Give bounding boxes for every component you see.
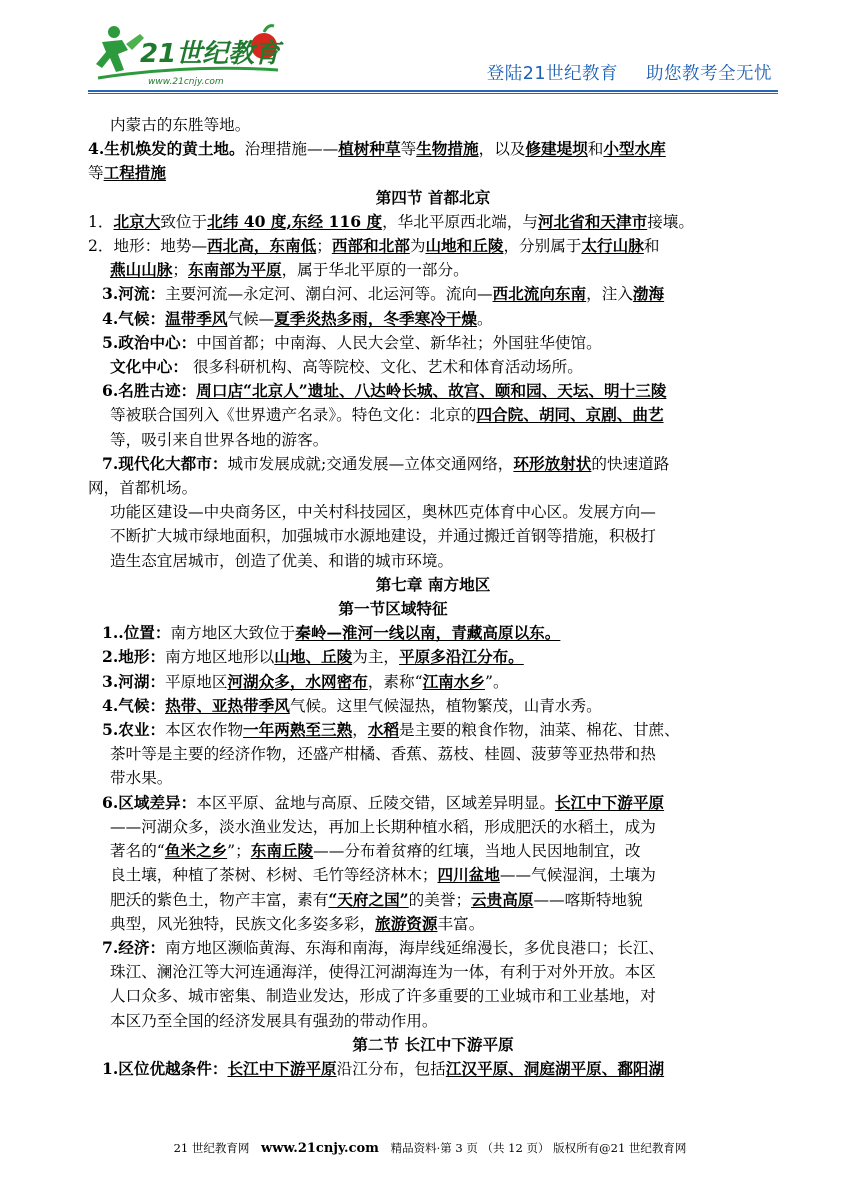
text-run: ，以及 xyxy=(478,140,526,159)
text-run: 肥沃的紫色土，物产丰富，素有 xyxy=(110,890,329,909)
key-term: 旅游资源 xyxy=(375,913,438,933)
key-term: 河湖众多，水网密布 xyxy=(227,671,368,691)
text-run: 第二节 长江中下游平原 xyxy=(352,1034,514,1054)
text-run: 7.现代化大都市： xyxy=(102,453,228,473)
text-run: 致位于 xyxy=(160,212,208,231)
text-run: ； xyxy=(316,237,332,256)
text-run: 造生态宜居城市，创造了优美、和谐的城市环境。 xyxy=(110,551,454,570)
text-run: 本区乃至全国的经济发展具有强劲的带动作用。 xyxy=(110,1011,438,1030)
key-term: 温带季风 xyxy=(165,308,228,328)
text-run: 为主， xyxy=(352,648,400,667)
text-run: 3.河流： xyxy=(102,284,166,304)
logo-21cnjy xyxy=(88,20,288,88)
text-run: ，分别属于 xyxy=(503,237,582,256)
text-run: 南方地区大致位于 xyxy=(170,624,296,643)
section-heading xyxy=(88,573,778,597)
key-term: 工程措施 xyxy=(103,163,166,183)
section-heading xyxy=(88,186,778,210)
text-run: 4.气候： xyxy=(102,695,166,715)
text-run: 主要河流—永定河、潮白河、北运河等。流向— xyxy=(165,285,493,304)
text-line xyxy=(88,500,778,524)
text-line xyxy=(88,1057,778,1081)
logo-url: www.21cnjy.com xyxy=(148,77,224,87)
key-term: 太行山脉 xyxy=(581,236,644,256)
text-run: 南方地区濒临黄海、东海和南海，海岸线延绵漫长，多优良港口；长江、 xyxy=(165,938,665,957)
text-run: 网，首都机场。 xyxy=(88,479,198,498)
key-term: 北京大 xyxy=(113,211,161,231)
text-run: ，属于华北平原的一部分。 xyxy=(281,261,469,280)
text-run: 著名的“ xyxy=(110,842,165,861)
key-term: 周口店“北京人”遗址、八达岭长城、故宫、颐和园、天坛、明十三陵 xyxy=(196,381,667,401)
key-term: 西北流向东南 xyxy=(492,284,587,304)
key-term: 燕山山脉 xyxy=(110,260,173,280)
text-run: 4.气候： xyxy=(102,308,166,328)
text-line xyxy=(88,718,778,742)
text-run: 5.政治中心： xyxy=(102,332,197,352)
key-term: 热带、亚热带季风 xyxy=(165,695,290,715)
text-run: 1． xyxy=(88,212,114,231)
key-term: 西部和北部 xyxy=(331,236,410,256)
text-run: 的美誉； xyxy=(408,890,472,909)
footer-page-info: 精品资料·第 3 页 （共 12 页） xyxy=(390,1141,550,1155)
text-run: 1..位置： xyxy=(102,623,171,643)
text-run: 是主要的粮食作物，油菜、棉花、甘蔗、 xyxy=(399,721,680,740)
footer-copyright: 版权所有@21 世纪教育网 xyxy=(553,1141,687,1155)
text-run: ，注入 xyxy=(586,285,633,304)
text-run: 5.农业： xyxy=(102,720,166,740)
text-run: 2．地形：地势— xyxy=(88,237,208,256)
footer-url[interactable]: www.21cnjy.com xyxy=(261,1141,379,1156)
text-line xyxy=(88,161,778,185)
text-run: 南方地区地形以 xyxy=(165,648,275,667)
text-line xyxy=(88,549,778,573)
text-run: 气候— xyxy=(227,309,275,328)
text-run: 等被联合国列入《世界遗产名录》。特色文化：北京的 xyxy=(110,406,477,425)
slogan-right: 助您教考全无忧 xyxy=(646,64,772,84)
text-line xyxy=(88,137,778,161)
text-line xyxy=(88,282,778,306)
header-rule-thin xyxy=(88,93,778,94)
text-run: 本区农作物 xyxy=(165,721,244,740)
page-footer xyxy=(0,1140,860,1156)
text-run: 7.经济： xyxy=(102,937,166,957)
text-line xyxy=(88,452,778,476)
text-run: ——喀斯特地貌 xyxy=(533,890,643,909)
text-line xyxy=(88,839,778,863)
text-run: ——河湖众多，淡水渔业发达，再加上长期种植水稻，形成肥沃的水稻土，成为 xyxy=(110,817,656,836)
text-line xyxy=(88,428,778,452)
text-line xyxy=(88,524,778,548)
text-line xyxy=(88,621,778,645)
text-line xyxy=(88,1009,778,1033)
key-term: 山地、丘陵 xyxy=(274,647,353,667)
text-line xyxy=(88,476,778,500)
text-line xyxy=(88,258,778,282)
text-line xyxy=(88,936,778,960)
text-run: ，华北平原西北端，与 xyxy=(382,212,539,231)
text-run: 第七章 南方地区 xyxy=(375,574,491,594)
text-run: 功能区建设—中央商务区，中关村科技园区，奥林匹克体育中心区。发展方向— xyxy=(110,503,656,522)
text-line xyxy=(88,234,778,258)
text-run: 典型，风光独特，民族文化多姿多彩， xyxy=(110,914,376,933)
text-run: 人口众多、城市密集、制造业发达，形成了许多重要的工业城市和工业基地，对 xyxy=(110,987,656,1006)
text-run: 中国首都；中南海、人民大会堂、新华社；外国驻华使馆。 xyxy=(196,333,602,352)
key-term: 长江中下游平原 xyxy=(227,1058,337,1078)
text-line xyxy=(88,307,778,331)
text-run: ——气候湿润，土壤为 xyxy=(499,866,656,885)
text-run: 沿江分布，包括 xyxy=(336,1059,446,1078)
key-term: 西北高，东南低 xyxy=(207,236,317,256)
key-term: 渤海 xyxy=(632,284,665,304)
text-run: 很多科研机构、高等院校、文化、艺术和体育活动场所。 xyxy=(187,358,583,377)
key-term: 河北省和天津市 xyxy=(538,211,648,231)
text-run: 城市发展成就;交通发展—立体交通网络， xyxy=(227,454,514,473)
document-body xyxy=(88,113,778,1081)
text-line xyxy=(88,403,778,427)
text-run: 2.地形： xyxy=(102,647,166,667)
logo-text: 21世纪教育 xyxy=(140,39,281,69)
slogan-left: 登陆21世纪教育 xyxy=(486,64,618,84)
key-term: 北纬 40 度,东经 116 度 xyxy=(207,211,383,231)
text-run: 良土壤，种植了茶树、杉树、毛竹等经济林木； xyxy=(110,866,438,885)
key-term: 生物措施 xyxy=(416,139,479,159)
text-run: 不断扩大城市绿地面积，加强城市水源地建设，并通过搬迁首钢等措施，积极打 xyxy=(110,527,656,546)
text-run: 接壤。 xyxy=(647,212,694,231)
key-term: 云贵高原 xyxy=(471,889,534,909)
text-run: 和 xyxy=(587,140,604,159)
text-run: ，素称“ xyxy=(367,672,423,691)
key-term: 一年两熟至三熟 xyxy=(243,720,353,740)
text-run: 6.区域差异： xyxy=(102,792,197,812)
key-term: 水稻 xyxy=(367,720,400,740)
text-run: 平原地区 xyxy=(165,672,228,691)
key-term: 环形放射状 xyxy=(513,453,592,473)
text-run: 等，吸引来自世界各地的游客。 xyxy=(110,430,329,449)
text-run: 等 xyxy=(88,164,104,183)
text-line xyxy=(88,113,778,137)
key-term: 平原多沿江分布。 xyxy=(399,647,524,667)
text-run: 。 xyxy=(476,309,493,328)
text-run: 内蒙古的东胜等地。 xyxy=(110,116,251,134)
text-run: 6.名胜古迹： xyxy=(102,381,197,401)
text-line xyxy=(88,694,778,718)
text-run: 茶叶等是主要的经济作物，还盛产柑橘、香蕉、荔枝、桂圆、菠萝等亚热带和热 xyxy=(110,745,656,764)
key-term: 夏季炎热多雨，冬季寒冷干燥 xyxy=(274,308,477,328)
text-run: 第一节区域特征 xyxy=(338,599,448,619)
text-line xyxy=(88,645,778,669)
text-run: 为 xyxy=(409,237,426,256)
key-term: 秦岭—淮河一线以南，青藏高原以东。 xyxy=(295,623,561,643)
text-line xyxy=(88,742,778,766)
text-line xyxy=(88,791,778,815)
key-term: 植树种草 xyxy=(338,139,401,159)
text-run: 气候。这里气候湿热，植物繁茂，山青水秀。 xyxy=(289,696,602,715)
text-run: 本区平原、盆地与高原、丘陵交错，区域差异明显。 xyxy=(196,793,555,812)
text-line xyxy=(88,863,778,887)
text-run: 的快速道路 xyxy=(591,454,670,473)
key-term: 江汉平原、洞庭湖平原、鄱阳湖 xyxy=(445,1058,665,1078)
text-line xyxy=(88,960,778,984)
text-line xyxy=(88,984,778,1008)
key-term: “天府之国” xyxy=(328,889,409,909)
text-run: ”； xyxy=(227,842,251,861)
text-line xyxy=(88,912,778,936)
text-run: 4.生机焕发的黄土地。 xyxy=(88,139,245,159)
header-slogan xyxy=(487,60,772,85)
key-term: 四川盆地 xyxy=(437,865,500,885)
text-run: 带水果。 xyxy=(110,769,173,788)
section-heading xyxy=(88,597,778,621)
text-line xyxy=(88,210,778,234)
text-run: 1.区位优越条件： xyxy=(102,1058,228,1078)
key-term: 长江中下游平原 xyxy=(554,792,665,812)
text-line xyxy=(88,331,778,355)
text-run: ——分布着贫瘠的红壤，当地人民因地制宜，改 xyxy=(313,842,641,861)
text-run: ， xyxy=(352,721,368,740)
key-term: 鱼米之乡 xyxy=(164,841,228,861)
text-run: ”。 xyxy=(484,672,509,691)
text-run: 丰富。 xyxy=(437,914,485,933)
key-term: 东南丘陵 xyxy=(250,841,314,861)
key-term: 小型水库 xyxy=(603,139,666,159)
text-run: 治理措施—— xyxy=(244,140,339,159)
key-term: 山地和丘陵 xyxy=(425,236,504,256)
section-heading xyxy=(88,1033,778,1057)
text-line xyxy=(88,815,778,839)
text-run: 和 xyxy=(643,237,660,256)
text-run: 文化中心： xyxy=(110,357,188,377)
key-term: 东南部为平原 xyxy=(188,260,282,280)
footer-site: 21 世纪教育网 xyxy=(173,1141,250,1155)
text-run: 等 xyxy=(400,140,417,159)
text-run: 珠江、澜沧江等大河连通海洋，使得江河湖海连为一体，有利于对外开放。本区 xyxy=(110,963,656,982)
key-term: 四合院、胡同、京剧、曲艺 xyxy=(476,405,664,425)
text-line xyxy=(88,766,778,790)
text-line xyxy=(88,888,778,912)
text-run: 第四节 首都北京 xyxy=(375,187,491,207)
text-run: ； xyxy=(172,261,188,280)
text-line xyxy=(88,379,778,403)
key-term: 修建堤坝 xyxy=(525,139,588,159)
page-header xyxy=(88,18,778,92)
text-line xyxy=(88,355,778,379)
header-rule xyxy=(88,90,778,92)
text-line xyxy=(88,670,778,694)
text-run: 3.河湖： xyxy=(102,671,166,691)
key-term: 江南水乡 xyxy=(422,671,485,691)
